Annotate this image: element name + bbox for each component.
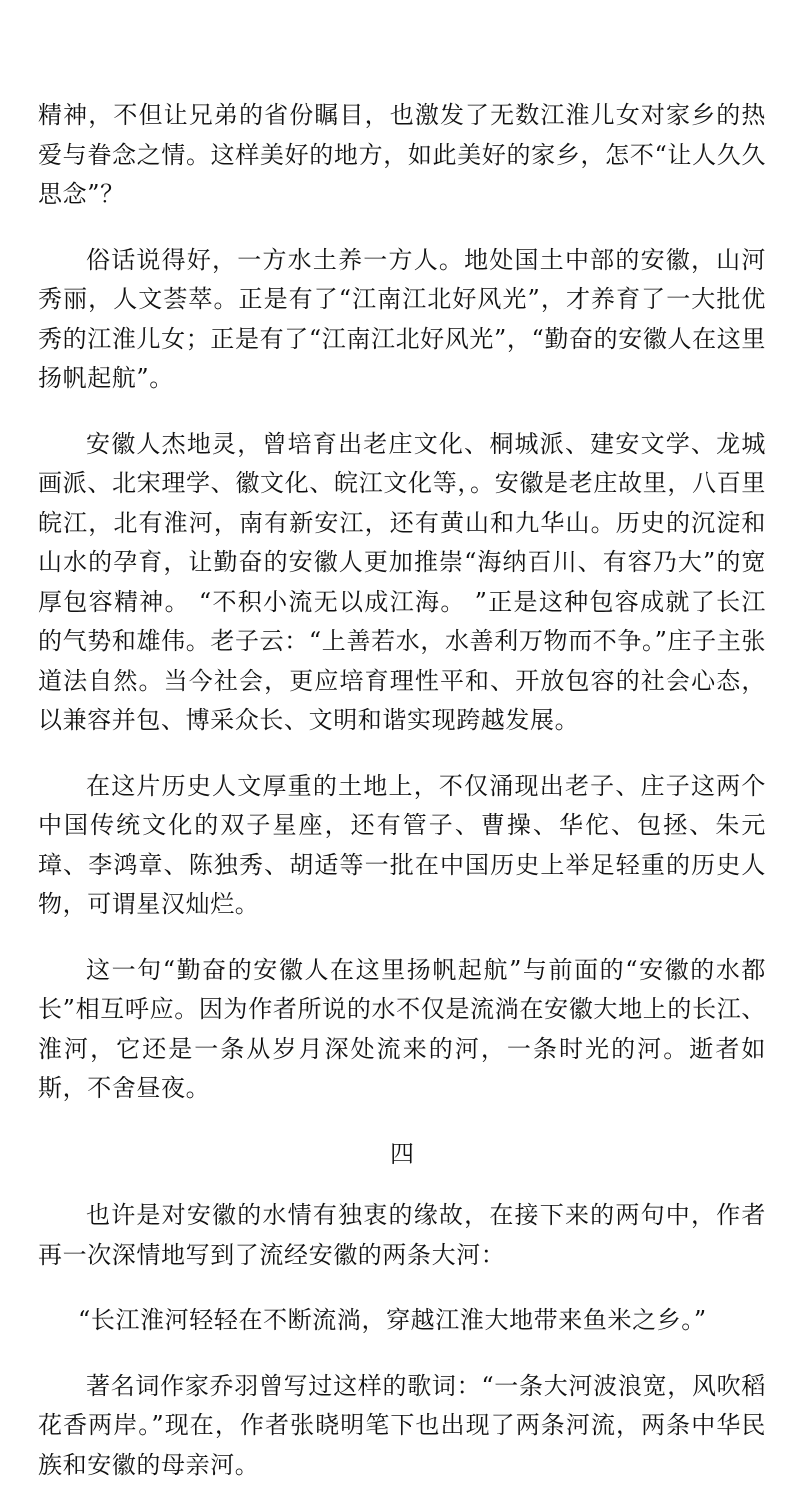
document-page [38, 96, 766, 1511]
section-heading: 四 [390, 1139, 414, 1168]
paragraph-echo: 这一句“勤奋的安徽人在这里扬帆起航”与前面的“安徽的水都长”相互呼应。因为作者所说的水不仅是流淌在安徽大地上的长江、淮河，它还是一条从岁月深处流来的河，一条时光的河。逝者如斯，不舍昼夜。 [38, 955, 766, 1102]
paragraph-local-saying: 俗话说得好，一方水土养一方人。地处国土中部的安徽，山河秀丽，人文荟萃。正是有了“江南江北好风光”，才养育了一大批优秀的江淮儿女；正是有了“江南江北好风光”，“勤奋的安徽人在这里扬帆起航”。 [38, 245, 766, 392]
paragraph-qiao-yu-lyrics: 著名词作家乔羽曾写过这样的歌词：“一条大河波浪宽，风吹稻花香两岸。”现在，作者张晓明笔下也出现了两条河流，两条中华民族和安徽的母亲河。 [38, 1371, 766, 1479]
paragraph-anhui-culture: 安徽人杰地灵，曾培育出老庄文化、桐城派、建安文学、龙城画派、北宋理学、徽文化、皖江文化等，。安徽是老庄故里，八百里皖江，北有淮河，南有新安江，还有黄山和九华山。历史的沉淀和山水的孕育，让勤奋的安徽人更加推崇“海纳百川、有容乃大”的宽厚包容精神。 “不积小流无以成江海。 ”正是这种包容成就了长江的气势和雄伟。老子云：“上善若水，水善利万物而不争。”庄子主张道法自然。当今社会，更应培育理性平和、开放包容的社会心态，以兼容并包、博采众长、文明和谐实现跨越发展。 [38, 429, 766, 734]
paragraph-historical-figures: 在这片历史人文厚重的土地上，不仅涌现出老子、庄子这两个中国传统文化的双子星座，还有管子、曹操、华佗、包拯、朱元璋、李鸿章、陈独秀、胡适等一批在中国历史上举足轻重的历史人物，可谓星汉灿烂。 [38, 771, 766, 918]
paragraph-lyric-quote: “长江淮河轻轻在不断流淌，穿越江淮大地带来鱼米之乡。” [78, 1306, 707, 1334]
paragraph-two-rivers-intro: 也许是对安徽的水情有独衷的缘故，在接下来的两句中，作者再一次深情地写到了流经安徽的两条大河： [38, 1201, 766, 1269]
paragraph-continued: 精神，不但让兄弟的省份瞩目，也激发了无数江淮儿女对家乡的热爱与眷念之情。这样美好的地方，如此美好的家乡，怎不“让人久久思念”？ [38, 101, 766, 208]
